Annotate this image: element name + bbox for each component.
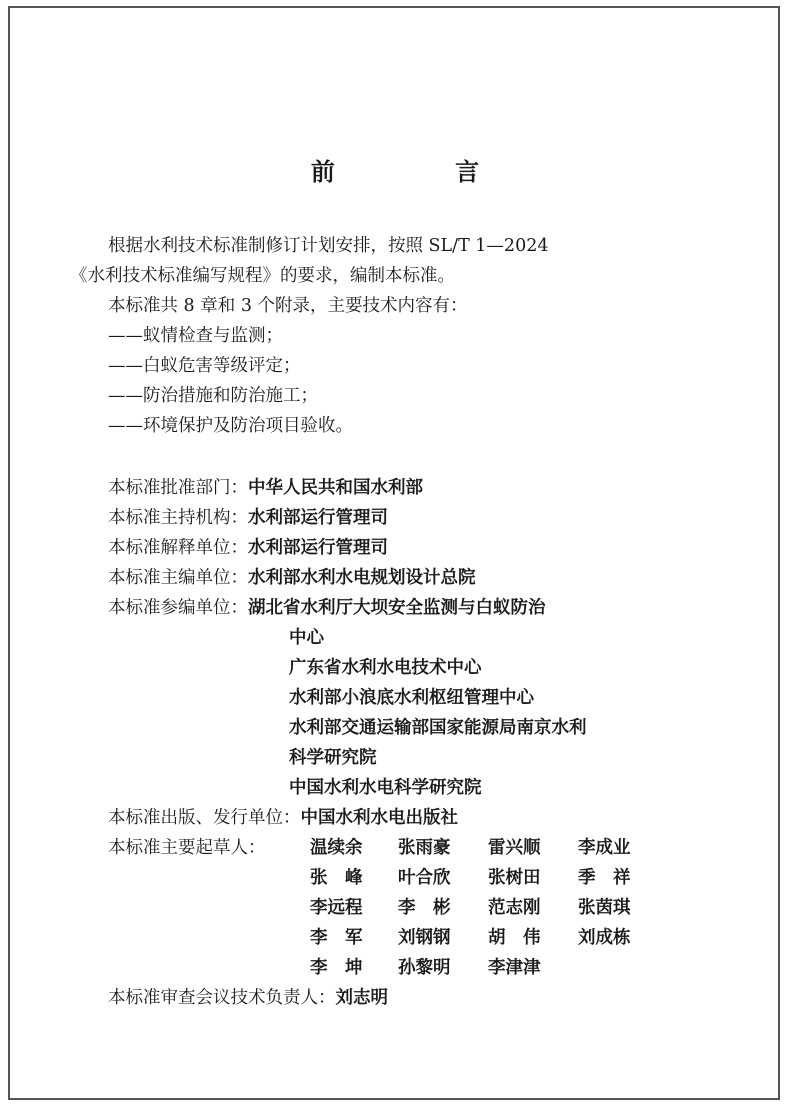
drafter-name: 李 军 <box>310 928 363 948</box>
participate-value: 水利部交通运输部国家能源局南京水利 <box>289 718 587 738</box>
participate-value: 广东省水利水电技术中心 <box>289 658 482 678</box>
chief-value: 水利部水利水电规划设计总院 <box>248 568 476 588</box>
interpret-label: 本标准解释单位： <box>108 538 248 558</box>
content-item: ——蚁情检查与监测； <box>108 326 283 346</box>
drafter-name: 刘钢钢 <box>398 928 451 948</box>
participate-row <box>108 594 546 619</box>
drafter-name: 李津津 <box>488 958 541 978</box>
intro-paragraph-2: 本标准共 8 章和 3 个附录，主要技术内容有： <box>108 296 468 316</box>
participate-label: 本标准参编单位： <box>108 598 248 618</box>
approve-label: 本标准批准部门： <box>108 478 248 498</box>
drafter-name: 刘成栋 <box>578 928 631 948</box>
intro-line-1: 根据水利技术标准制修订计划安排，按照 SL/T 1—2024 <box>108 236 549 256</box>
publisher-value: 中国水利水电出版社 <box>300 808 458 828</box>
drafters-label: 本标准主要起草人： <box>108 838 266 858</box>
drafter-name: 胡 伟 <box>488 928 541 948</box>
chief-label: 本标准主编单位： <box>108 568 248 588</box>
interpret-value: 水利部运行管理司 <box>248 538 388 558</box>
chief-row <box>108 564 476 589</box>
drafter-name: 李 彬 <box>398 898 451 918</box>
host-row <box>108 504 388 529</box>
content-item: ——防治措施和防治施工； <box>108 386 318 406</box>
approve-value: 中华人民共和国水利部 <box>248 478 423 498</box>
participate-value: 水利部小浪底水利枢纽管理中心 <box>289 688 534 708</box>
participate-value: 湖北省水利厅大坝安全监测与白蚁防治 <box>248 598 546 618</box>
content-item: ——白蚁危害等级评定； <box>108 356 301 376</box>
host-value: 水利部运行管理司 <box>248 508 388 528</box>
participate-value: 中国水利水电科学研究院 <box>289 778 482 798</box>
interpret-row <box>108 534 388 559</box>
review-row <box>108 984 388 1009</box>
drafter-name: 雷兴顺 <box>488 838 541 858</box>
drafter-name: 李远程 <box>310 898 363 918</box>
drafter-name: 李 坤 <box>310 958 363 978</box>
drafter-name: 张茵琪 <box>578 898 631 918</box>
drafter-name: 温续余 <box>310 838 363 858</box>
publisher-row <box>108 804 458 829</box>
host-label: 本标准主持机构： <box>108 508 248 528</box>
intro-line-2: 《水利技术标准编写规程》的要求，编制本标准。 <box>70 266 455 286</box>
drafter-name: 孙黎明 <box>398 958 451 978</box>
review-label: 本标准审查会议技术负责人： <box>108 988 336 1008</box>
participate-value: 科学研究院 <box>289 748 377 768</box>
drafter-name: 张树田 <box>488 868 541 888</box>
page-title: 前 言 <box>310 158 536 186</box>
approve-row <box>108 474 423 499</box>
drafter-name: 范志刚 <box>488 898 541 918</box>
drafter-name: 季 祥 <box>578 868 631 888</box>
content-item: ——环境保护及防治项目验收。 <box>108 416 353 436</box>
drafter-name: 叶合欣 <box>398 868 451 888</box>
review-value: 刘志明 <box>335 988 388 1008</box>
participate-value: 中心 <box>289 628 324 648</box>
drafter-name: 李成业 <box>578 838 631 858</box>
drafter-name: 张雨豪 <box>398 838 451 858</box>
drafter-name: 张 峰 <box>310 868 363 888</box>
publisher-label: 本标准出版、发行单位： <box>108 808 301 828</box>
